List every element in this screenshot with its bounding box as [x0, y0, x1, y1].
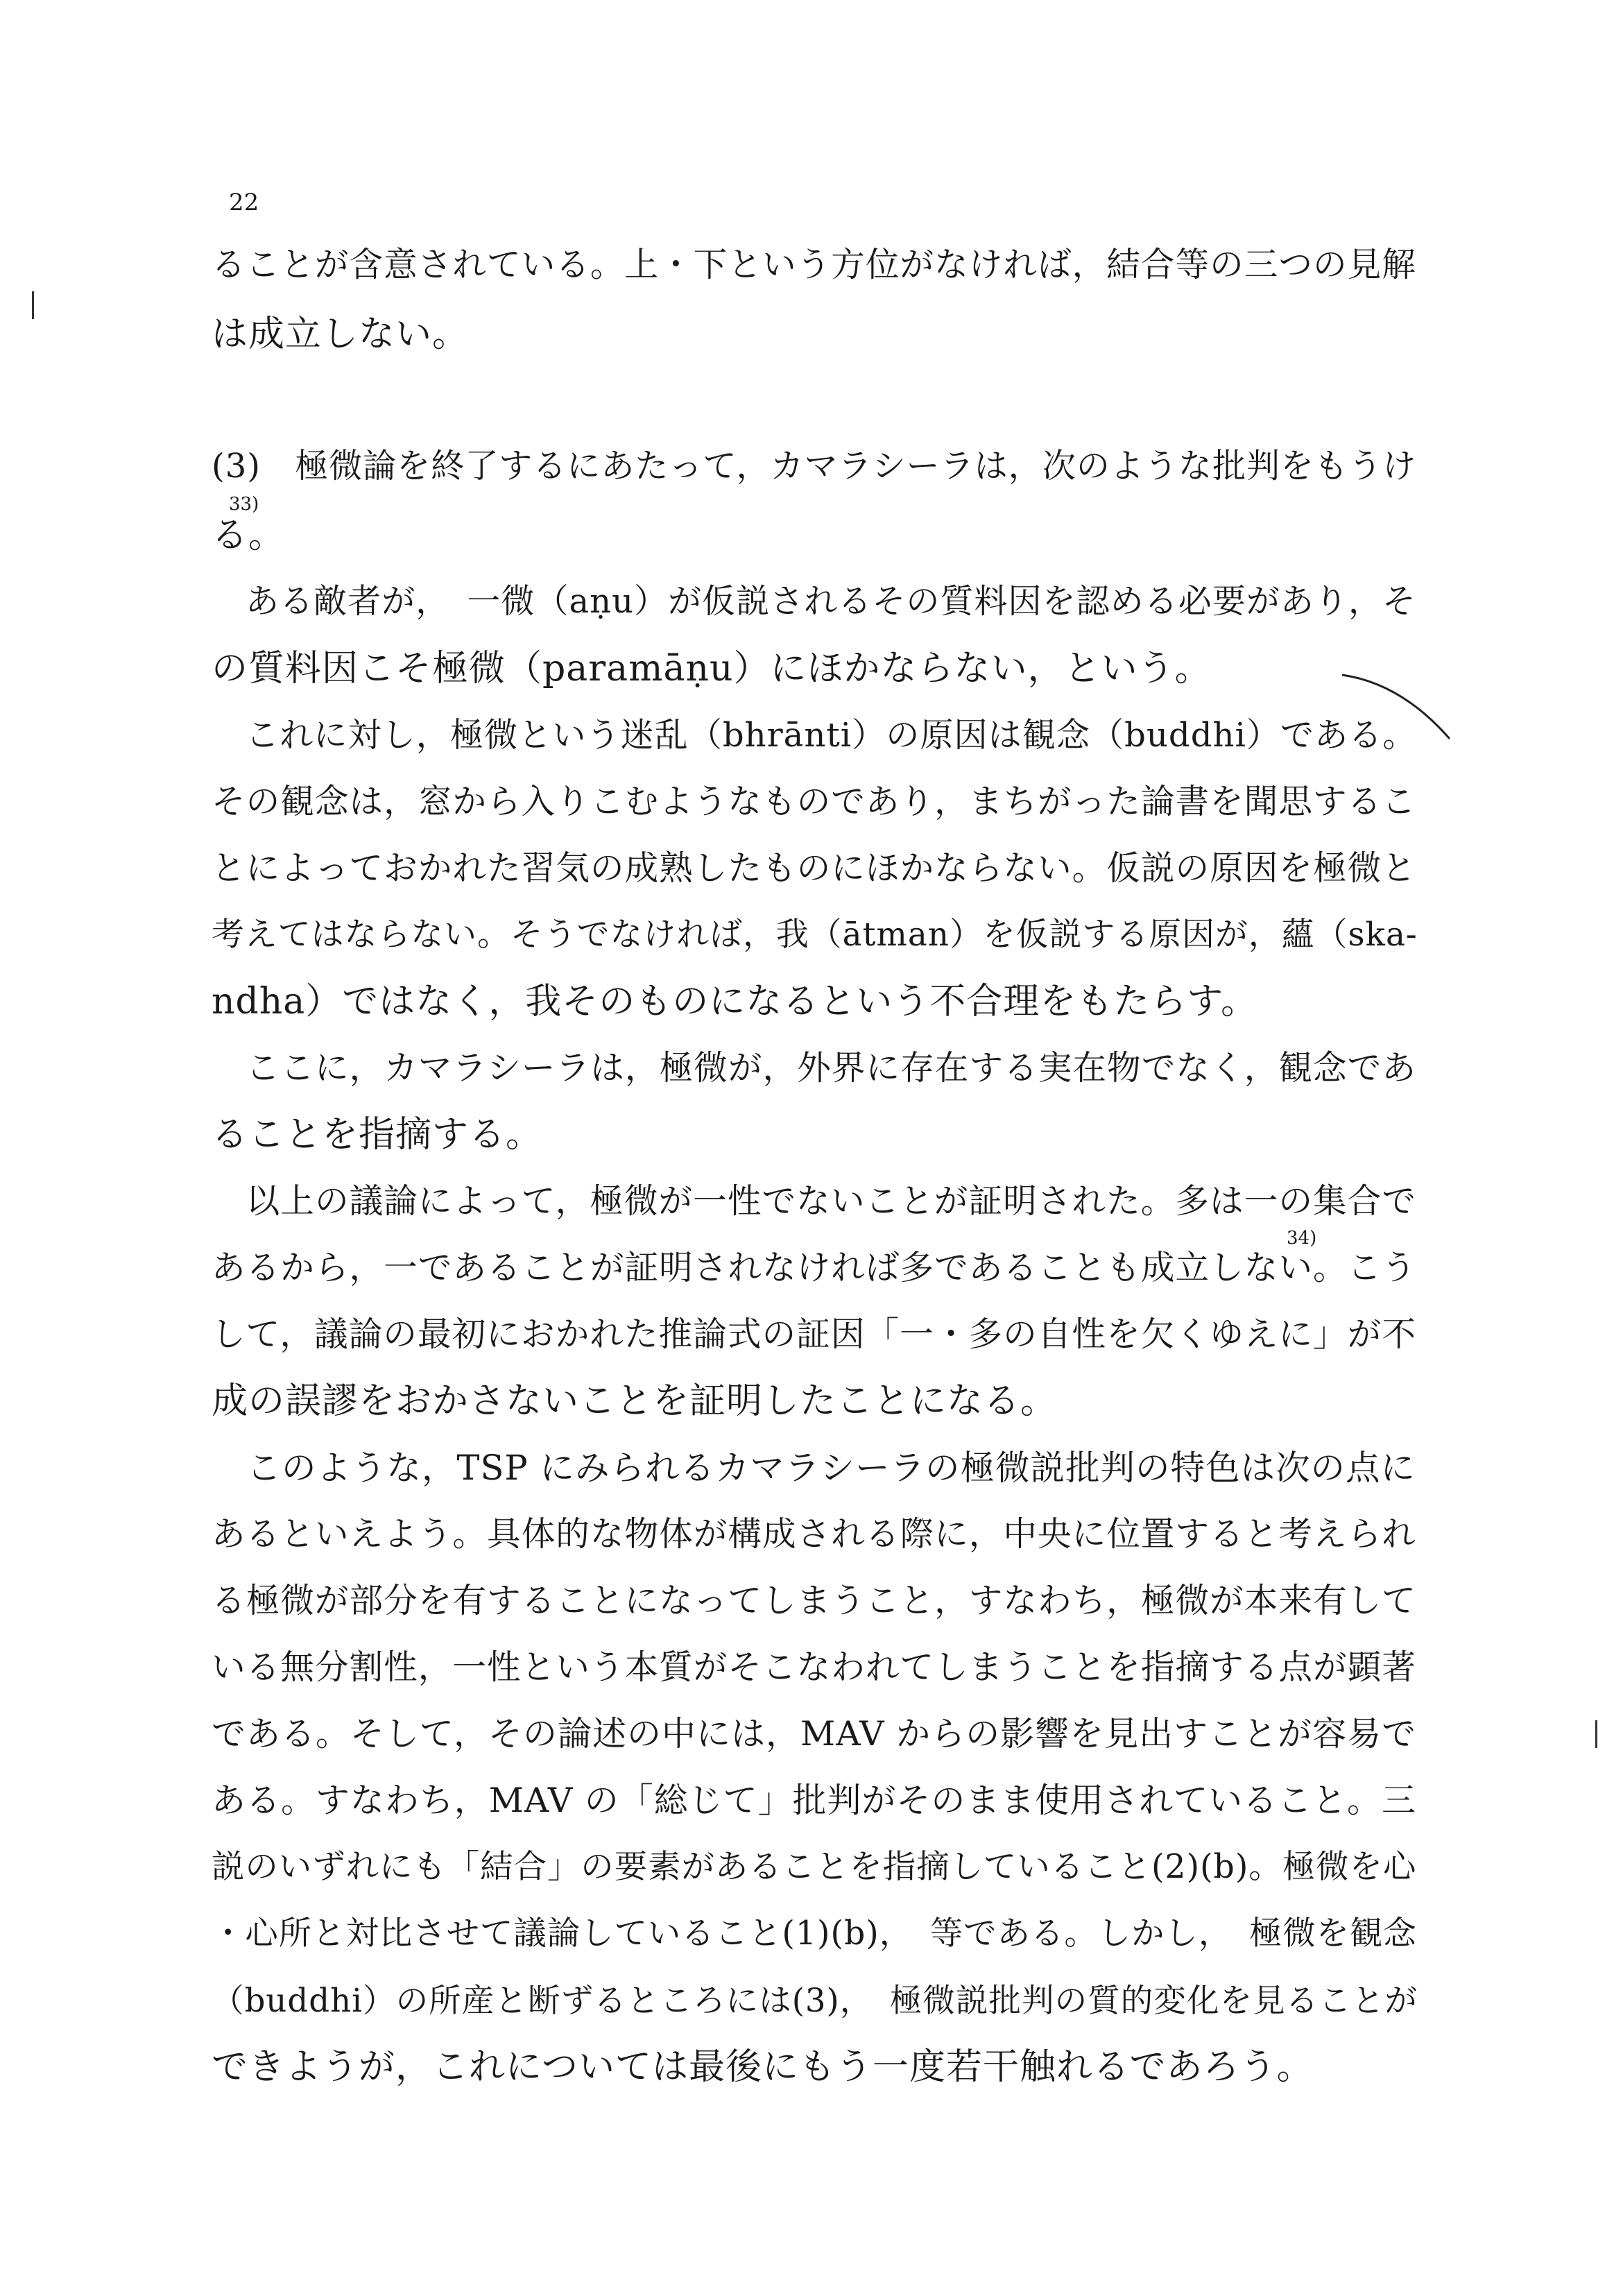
text-line: ある。すなわち，MAV の「総じて」批判がそのまま使用されていること。三	[212, 1781, 1416, 1820]
footnote-ref-33: 33)	[229, 494, 259, 515]
page-number: 22	[229, 189, 259, 216]
text-line: である。そして，その論述の中には，MAV からの影響を見出すことが容易で	[212, 1714, 1417, 1754]
text-line: 成の誤謬をおかさないことを証明したことになる。	[212, 1380, 1058, 1422]
text-line: このような，TSP にみられるカマラシーラの極微説批判の特色は次の点に	[212, 1448, 1416, 1488]
text-line: その観念は，窓から入りこむようなものであり，まちがった論書を聞思するこ	[212, 782, 1416, 821]
text-line: ここに，カマラシーラは，極微が，外界に存在する実在物でなく，観念であ	[212, 1049, 1416, 1088]
text-line: ることが含意されている。上・下という方位がなければ，結合等の三つの見解	[212, 246, 1416, 284]
text-line: （buddhi）の所産と断ずるところには(3)， 極微説批判の質的変化を見ることが	[212, 1982, 1418, 2019]
text-line: ・心所と対比させて議論していること(1)(b)， 等である。しかし， 極微を観念	[212, 1914, 1417, 1953]
text-line: の質料因こそ極微（paramāṇu）にほかならない，という。	[212, 648, 1212, 689]
text-line: ある敵者が， 一微（aṇu）が仮説されるその質料因を認める必要があり，そ	[212, 582, 1417, 621]
text-line: して，議論の最初におかれた推論式の証因「一・多の自性を欠くゆえに」が不	[212, 1315, 1416, 1354]
text-line: とによっておかれた習気の成熟したものにほかならない。仮説の原因を極微と	[212, 849, 1416, 888]
scan-margin-mark	[1595, 1720, 1597, 1748]
handwritten-curve-mark	[1339, 669, 1457, 746]
text-line: る。	[212, 515, 286, 556]
text-line: できようが，これについては最後にもう一度若干触れるであろう。	[212, 2046, 1314, 2088]
text-line: 以上の議論によって，極微が一性でないことが証明された。多は一の集合で	[212, 1182, 1416, 1221]
text-line: (3) 極微論を終了するにあたって，カマラシーラは，次のような批判をもうけ	[212, 447, 1417, 486]
text-line: 説のいずれにも「結合」の要素があることを指摘していること(2)(b)。極微を心	[212, 1848, 1417, 1886]
text-line: る極微が部分を有することになってしまうこと，すなわち，極微が本来有して	[212, 1582, 1416, 1620]
text-line: は成立しない。	[212, 314, 470, 355]
scan-margin-mark	[32, 291, 34, 319]
text-line: ることを指摘する。	[212, 1114, 543, 1156]
footnote-ref-34: 34)	[1287, 1228, 1317, 1249]
text-line: あるといえよう。具体的な物体が構成される際に，中央に位置すると考えられ	[212, 1515, 1416, 1554]
text-line: ndha）ではなく，我そのものになるという不合理をもたらす。	[212, 981, 1258, 1022]
text-line: 考えてはならない。そうでなければ，我（ātman）を仮説する原因が，蘊（ska-	[212, 916, 1418, 954]
text-line: いる無分割性，一性という本質がそこなわれてしまうことを指摘する点が顕著	[212, 1648, 1416, 1687]
text-line: あるから，一であることが証明されなければ多であることも成立しない。こう	[212, 1249, 1416, 1287]
text-line: これに対し，極微という迷乱（bhrānti）の原因は観念（buddhi）である。	[212, 716, 1417, 755]
